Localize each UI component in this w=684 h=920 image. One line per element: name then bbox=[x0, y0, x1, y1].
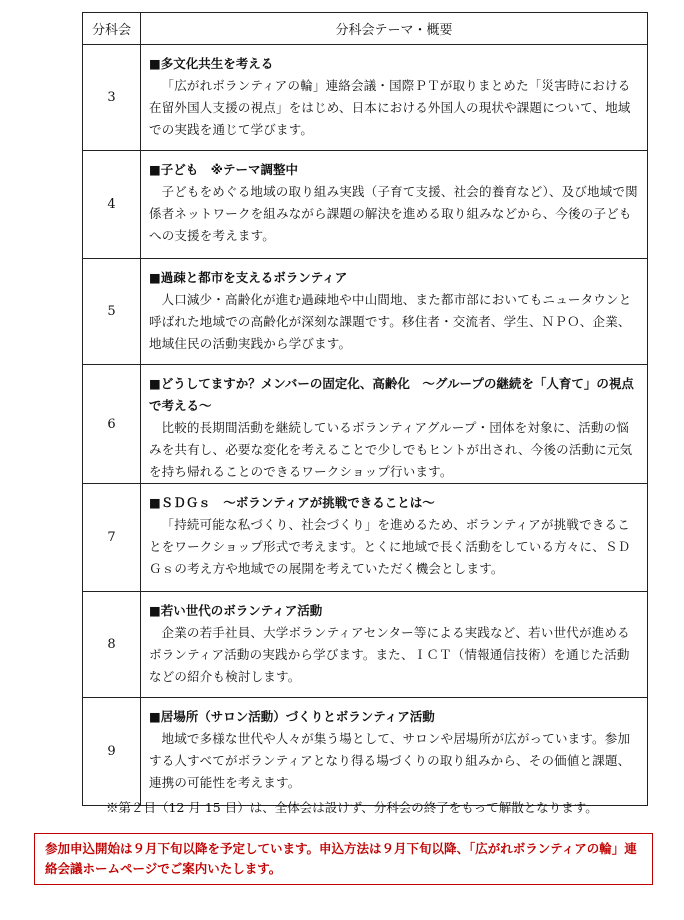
footnote: ※第２日（12 月 15 日）は、全体会は設けず、分科会の終了をもって解散となります。 bbox=[106, 800, 598, 815]
session-number: 5 bbox=[83, 259, 141, 365]
breakout-session-table bbox=[82, 12, 648, 806]
session-theme-cell bbox=[141, 698, 648, 806]
session-title: ■多文化共生を考える bbox=[149, 56, 274, 71]
table-row bbox=[83, 484, 648, 592]
table-row bbox=[83, 259, 648, 365]
session-description: 比較的長期間活動を継続しているボランティアグループ・団体を対象に、活動の悩みを共有し、必要な変化を考えることで少しでもヒントが出され、今後の活動に元気を持ち帰れることのできるワークショップ行います。 bbox=[149, 420, 633, 479]
table-row bbox=[83, 45, 648, 151]
session-title: ■どうしてますか？メンバーの固定化、高齢化 ～グループの継続を「人育て」の視点で考える～ bbox=[149, 376, 634, 413]
session-description: 「持続可能な私づくり、社会づくり」を進めるため、ボランティアが挑戦できることをワークショップ形式で考えます。とくに地域で長く活動をしている方々に、ＳＤＧｓの考え方や地域での展開を考えていただく機会とします。 bbox=[149, 517, 631, 576]
session-description: 「広がれボランティアの輪」連絡会議・国際ＰＴが取りまとめた「災害時における在留外国人支援の視点」をはじめ、日本における外国人の現状や課題について、地域での実践を通じて学びます。 bbox=[149, 78, 631, 137]
session-number: 7 bbox=[83, 484, 141, 592]
table-row bbox=[83, 592, 648, 698]
registration-notice-box bbox=[34, 833, 653, 885]
table-row bbox=[83, 365, 648, 484]
session-number: 4 bbox=[83, 151, 141, 259]
session-description: 子どもをめぐる地域の取り組み実践（子育て支援、社会的養育など）、及び地域で関係者ネットワークを組みながら課題の解決を進める取り組みなどから、今後の子どもへの支援を考えます。 bbox=[149, 184, 638, 243]
session-theme-cell bbox=[141, 365, 648, 484]
session-theme-cell bbox=[141, 259, 648, 365]
session-number: 6 bbox=[83, 365, 141, 484]
session-title: ■ＳＤＧｓ ～ボランティアが挑戦できることは～ bbox=[149, 495, 435, 510]
session-theme-cell bbox=[141, 151, 648, 259]
header-session-theme: 分科会テーマ・概要 bbox=[141, 13, 648, 45]
table-row bbox=[83, 151, 648, 259]
session-description: 人口減少・高齢化が進む過疎地や中山間地、また都市部においてもニュータウンと呼ばれた地域での高齢化が深刻な課題です。移住者・交流者、学生、ＮＰＯ、企業、地域住民の活動実践から学びます。 bbox=[149, 292, 632, 351]
header-session-number: 分科会 bbox=[83, 13, 141, 45]
table-row bbox=[83, 698, 648, 806]
session-title: ■子ども ※テーマ調整中 bbox=[149, 162, 298, 177]
session-description: 企業の若手社員、大学ボランティアセンター等による実践など、若い世代が進めるボランティア活動の実践から学びます。また、ＩＣＴ（情報通信技術）を通じた活動などの紹介も検討します。 bbox=[149, 625, 630, 684]
session-number: 3 bbox=[83, 45, 141, 151]
session-title: ■若い世代のボランティア活動 bbox=[149, 603, 323, 618]
registration-notice-text: 参加申込開始は９月下旬以降を予定しています。申込方法は９月下旬以降、「広がれボランティアの輪」連絡会議ホームページでご案内いたします。 bbox=[45, 841, 637, 876]
session-theme-cell bbox=[141, 45, 648, 151]
session-theme-cell bbox=[141, 484, 648, 592]
table-header-row bbox=[83, 13, 648, 45]
session-title: ■過疎と都市を支えるボランティア bbox=[149, 270, 348, 285]
session-theme-cell bbox=[141, 592, 648, 698]
session-number: 9 bbox=[83, 698, 141, 806]
session-description: 地域で多様な世代や人々が集う場として、サロンや居場所が広がっています。参加する人すべてがボランティアとなり得る場づくりの取り組みから、その価値と課題、連携の可能性を考えます。 bbox=[149, 731, 631, 790]
session-title: ■居場所（サロン活動）づくりとボランティア活動 bbox=[149, 709, 435, 724]
session-number: 8 bbox=[83, 592, 141, 698]
